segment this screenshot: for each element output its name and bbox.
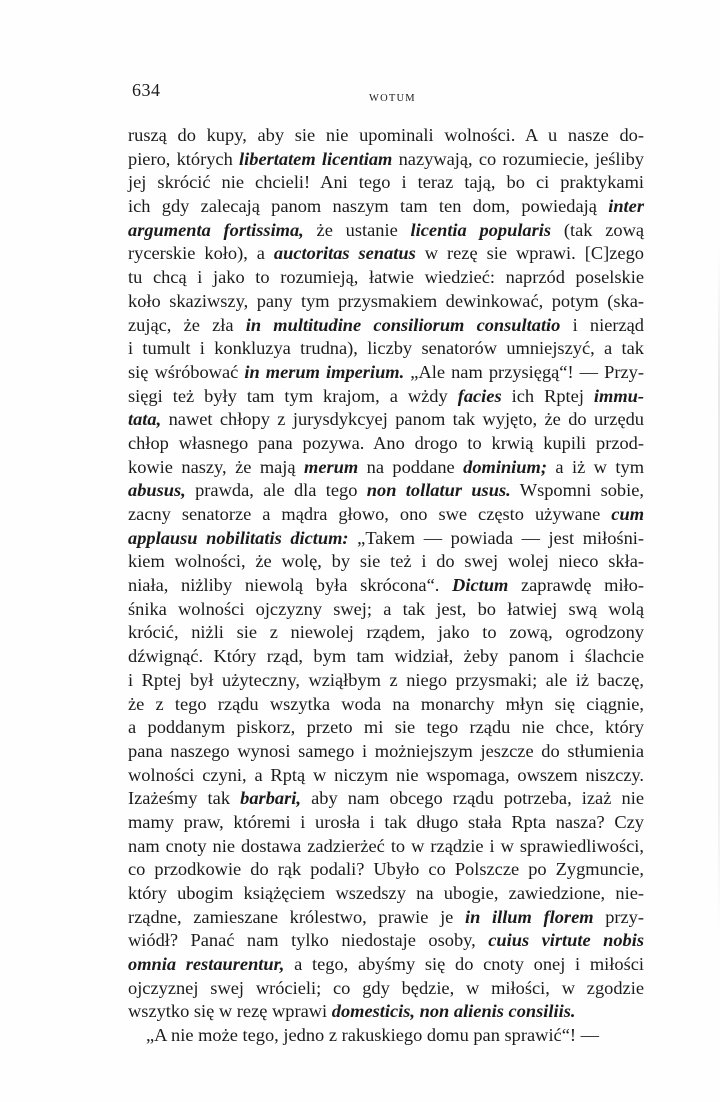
italic-phrase: domesticis, non alienis consiliis. (331, 1001, 576, 1022)
text-run: przy- (593, 906, 644, 927)
text-run: sięgi też były tam tym krajom, a wżdy (128, 385, 458, 406)
text-line (128, 195, 644, 219)
text-run: a tego, abyśmy się do cnoty onej i miłości (284, 954, 644, 975)
text-run: rycerskie koło), a (128, 243, 274, 264)
text-run: zując, że zła (128, 314, 246, 335)
text-line (128, 242, 644, 266)
text-line (128, 266, 644, 290)
text-run: śnika wolności ojczyzny swej; a tak jest, bo łatwiej swą wolą (128, 598, 644, 619)
text-run: niała, niżliby niewolą była skrócona“. (128, 575, 453, 596)
italic-phrase: argumenta fortissima, (128, 219, 304, 240)
italic-phrase: auctoritas senatus (273, 243, 416, 264)
text-run: tu chcą i jako to rozumieją, łatwie wiedzieć: naprzód poselskie (128, 267, 644, 288)
text-line (128, 361, 644, 385)
text-line (128, 906, 644, 930)
text-line (128, 716, 644, 740)
text-line (128, 669, 644, 693)
text-line (128, 337, 644, 361)
italic-phrase: immu- (593, 385, 644, 406)
text-line (128, 550, 644, 574)
text-run: i Rptej był użyteczny, wziąłbym z niego przysmaki; ale iż baczę, (128, 669, 644, 690)
text-run: mamy praw, któremi i urosła i tak długo stała Rpta nasza? Czy (128, 811, 644, 832)
text-line (128, 124, 644, 148)
text-line (128, 456, 644, 480)
text-run: ich gdy zalecają panom naszym tam ten dom, powiedają (128, 196, 609, 217)
text-run: że ustanie (303, 219, 411, 240)
text-run: a poddanym piskorz, przeto mi sie tego rządu nie chce, który (128, 717, 644, 738)
italic-phrase: tata, (128, 409, 162, 430)
italic-phrase: libertatem licentiam (239, 148, 393, 169)
text-line (128, 882, 644, 906)
text-run: ojczyznej swej wrócieli; co gdy będzie, w miłości, w zgodzie (128, 977, 644, 998)
text-run: koło skaziwszy, pany tym przysmakiem dewinkować, potym (ska- (128, 290, 644, 311)
text-run: pana naszego wynosi samego i możniejszym jeszcze do stłumienia (128, 740, 644, 761)
text-line (128, 574, 644, 598)
text-line (128, 645, 644, 669)
text-run: nazywają, co rozumiecie, jeśliby (392, 148, 644, 169)
text-line (128, 527, 644, 551)
text-line (128, 314, 644, 338)
text-line (128, 385, 644, 409)
text-run: a iż w tym (546, 456, 644, 477)
text-line (128, 929, 644, 953)
text-line (128, 408, 644, 432)
text-line (128, 479, 644, 503)
text-line (128, 740, 644, 764)
italic-phrase: cum (611, 504, 644, 524)
text-run: co przodkowie do rąk podali? Ubyło co Polszcze po Zygmuncie, (128, 859, 644, 880)
text-line (128, 787, 644, 811)
text-line (128, 953, 644, 977)
text-line (128, 290, 644, 314)
text-line (128, 148, 644, 172)
text-line (128, 503, 644, 527)
text-line (128, 764, 644, 788)
text-line (128, 835, 644, 859)
text-run: „Ale nam przysięgą“! — Przy- (404, 361, 644, 382)
italic-phrase: in multitudine consiliorum consultatio (245, 314, 561, 335)
text-run: na poddane (358, 456, 464, 477)
italic-phrase: licentia popularis (410, 219, 552, 240)
text-run: rządne, zamieszane królestwo, prawie je (128, 906, 465, 927)
body-text (128, 124, 644, 1048)
text-line (128, 1000, 644, 1024)
italic-phrase: abusus, (128, 480, 186, 501)
text-run: zacny senatorze a mądra głowo, ono swe często używane (128, 504, 612, 524)
running-head: WOTUM (369, 93, 416, 104)
text-run: wszytko się w rezę wprawi (128, 1001, 332, 1022)
text-run: się wśróbować (128, 361, 245, 382)
text-run: krócić, niżli sie z niewolej rządem, jako to zową, ogrodzony (128, 622, 644, 643)
text-run: i tumult i konkluzya trudna), liczby senatorów umniejszyć, a tak (128, 338, 644, 359)
text-line (128, 693, 644, 717)
text-line (128, 171, 644, 195)
italic-phrase: in illum florem (465, 906, 594, 927)
text-run: kowie naszy, że mają (128, 456, 305, 477)
italic-phrase: barbari, (240, 788, 301, 809)
text-run: kiem wolności, że wolę, by sie też i do swej wolej nieco skła- (128, 551, 644, 572)
text-run: ich Rptej (501, 385, 594, 406)
text-run: zaprawdę miło- (508, 575, 644, 596)
text-run: który ubogim książęciem wszedszy na ubogie, zawiedzione, nie- (128, 883, 644, 903)
text-run: (tak zową (551, 219, 645, 240)
text-run: chłop własnego pana pozywa. Ano drogo to krwią kupili przod- (128, 432, 644, 453)
italic-phrase: omnia restaurentur, (128, 954, 285, 975)
text-line (128, 858, 644, 882)
text-run: prawda, ale dla tego (185, 480, 367, 501)
text-run: w rezę sie wprawi. [C]zego (415, 243, 644, 264)
text-line (128, 432, 644, 456)
text-run: jej skrócić nie chcieli! Ani tego i teraz tają, bo ci praktykami (128, 172, 644, 193)
text-run: wiódł? Panać nam tylko niedostaje osoby, (128, 930, 489, 951)
text-run: Wspomni sobie, (510, 480, 644, 501)
page-number: 634 (132, 80, 161, 100)
text-run: Izażeśmy tak (128, 788, 241, 809)
text-line (128, 219, 644, 243)
text-run: wolności czyni, a Rptą w niczym nie wspomaga, owszem niszczy. (128, 764, 644, 785)
italic-phrase: merum (304, 456, 359, 477)
text-line (128, 811, 644, 835)
text-run: i nierząd (560, 314, 645, 335)
italic-phrase: inter (608, 196, 644, 217)
text-run: „Takem — powiada — jest miłośni- (348, 527, 645, 548)
italic-phrase: in merum imperium. (244, 361, 405, 382)
italic-phrase: applausu nobilitatis dictum: (128, 527, 349, 548)
text-run: „A nie może tego, jedno z rakuskiego domu pan sprawić“! — (146, 1025, 599, 1046)
italic-phrase: facies (457, 385, 502, 406)
text-run: że z tego rządu wszytka woda na monarchy młyn się ciągnie, (128, 693, 644, 714)
text-line (128, 1024, 644, 1048)
text-run: nawet chłopy z jurysdykcyej panom tak wyjęto, że do urzędu (161, 409, 644, 430)
text-run: piero, których (128, 148, 240, 169)
italic-phrase: dominium; (463, 456, 547, 477)
italic-phrase: cuius virtute nobis (488, 930, 644, 951)
text-line (128, 598, 644, 622)
italic-phrase: non tollatur usus. (366, 480, 511, 501)
text-run: dźwignąć. Który rząd, bym tam widział, żeby panom i ślachcie (128, 646, 644, 667)
text-line (128, 977, 644, 1001)
text-run: aby nam obcego rządu potrzeba, izaż nie (300, 788, 644, 809)
text-run: nam cnoty nie dostawa zadzierżeć to w rządzie i w sprawiedliwości, (128, 835, 644, 856)
text-line (128, 621, 644, 645)
italic-phrase: Dictum (452, 575, 509, 596)
text-run: ruszą do kupy, aby sie nie upominali wolności. A u nasze do- (128, 125, 644, 145)
